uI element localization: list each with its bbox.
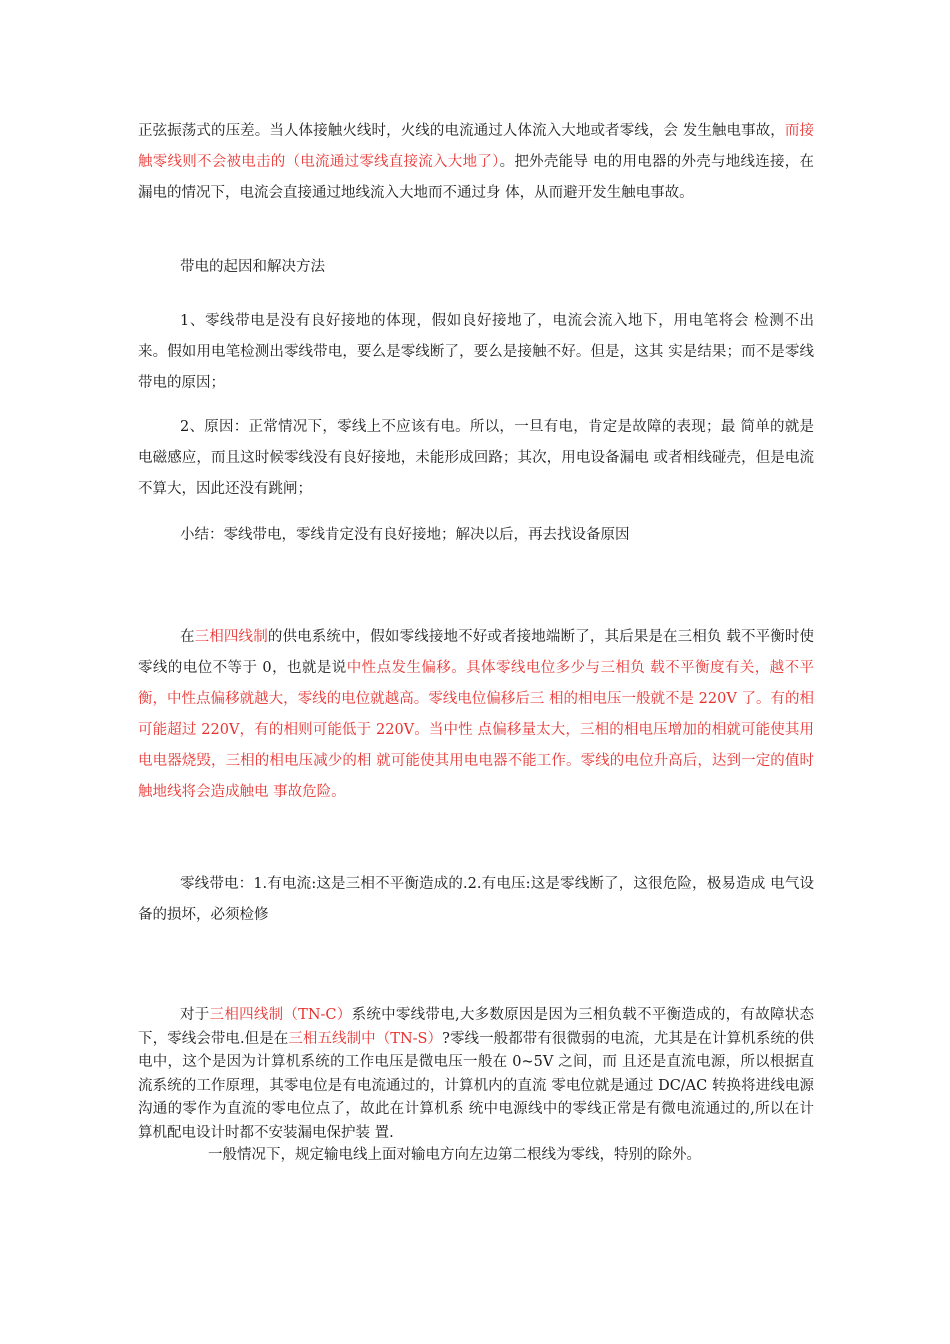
paragraph-electric-shock: 正弦振荡式的压差。当人体接触火线时，火线的电流通过人体流入大地或者零线，会 发生触电事故，而接触零线则不会被电击的（电流通过零线直接流入大地了）。把外壳能导 电的用电器的外壳与地线连接，在漏电的情况下，电流会直接通过地线流入大地而不通过身 体，从而避开发生触电事故。 (138, 123, 815, 201)
highlight-text: 三相四线制（TN-C） (209, 1007, 352, 1023)
list-item-2: 2、原因：正常情况下，零线上不应该有电。所以，一旦有电，肯定是故障的表现；最 简单的就是电磁感应，而且这时候零线没有良好接地，未能形成回路；其次，用电设备漏电 或者相线碰壳，但是电流不算大，因此还没有跳闸； (138, 419, 814, 497)
closing-paragraph: 一般情况下，规定输电线上面对输电方向左边第二根线为零线，特别的除外。 (208, 1147, 701, 1163)
paragraph-three-phase: 在三相四线制的供电系统中，假如零线接地不好或者接地端断了，其后果是在三相负 载不平衡时使零线的电位不等于 0，也就是说中性点发生偏移。具体零线电位多少与三相负 载不平衡度有关，越不平衡，中性点偏移就越大，零线的电位就越高。零线电位偏移后三 相的相电压一般就不是 220V 了。有的相可能超过 220V，有的相则可能低于 220V。当中性 点偏移量太大，三相的相电压增加的相就可能使其用电电器烧毁，三相的相电压减少的相 就可能使其用电电器不能工作。零线的电位升高后，达到一定的值时触地线将会造成触电 事故危险。 (138, 629, 815, 800)
section-heading: 带电的起因和解决方法 (180, 259, 325, 275)
paragraph-neutral-live: 零线带电：1.有电流:这是三相不平衡造成的.2.有电压:这是零线断了，这很危险，极易造成 电气设备的损坏，必须检修 (138, 876, 814, 923)
highlight-text: 中性点发生偏移。具体零线电位多少与三相负 载不平衡度有关，越不平衡，中性点偏移就越大，零线的电位就越高。零线电位偏移后三 相的相电压一般就不是 220V 了。有的相可能超过 220V，有的相则可能低于 220V。当中性 点偏移量太大，三相的相电压增加的相就可能使其用电电器烧毁，三相的相电压减少的相 就可能使其用电电器不能工作。零线的电位升高后，达到一定的值时触地线将会造成触电 事故危险。 (138, 660, 814, 800)
paragraph-tn-systems: 对于三相四线制（TN-C）系统中零线带电,大多数原因是因为三相负载不平衡造成的，有故障状态下，零线会带电.但是在三相五线制中（TN-S）?零线一般都带有很微弱的电流，尤其是在计算机系统的供电中，这个是因为计算机系统的工作电压是微电压一般在 0~5V 之间，而 且还是直流电源，所以根据直流系统的工作原理，其零电位是有电流通过的，计算机内的直流 零电位就是通过 DC/AC 转换将进线电源沟通的零作为直流的零电位点了，故此在计算机系 统中电源线中的零线正常是有微电流通过的,所以在计算机配电设计时都不安装漏电保护装 置. (138, 1007, 815, 1141)
highlight-text: 三相四线制 (194, 629, 268, 645)
summary-paragraph: 小结：零线带电，零线肯定没有良好接地；解决以后，再去找设备原因 (180, 527, 630, 543)
list-item-1: 1、零线带电是没有良好接地的体现，假如良好接地了，电流会流入地下，用电笔将会 检测不出来。假如用电笔检测出零线带电，要么是零线断了，要么是接触不好。但是，这其 实是结果；而不是零线带电的原因； (138, 313, 814, 391)
highlight-text: 三相五线制中（TN-S） (288, 1030, 443, 1047)
highlight-text: 而接触零线则不会被电击的（电流通过零线直接流入大地了） (138, 123, 815, 170)
